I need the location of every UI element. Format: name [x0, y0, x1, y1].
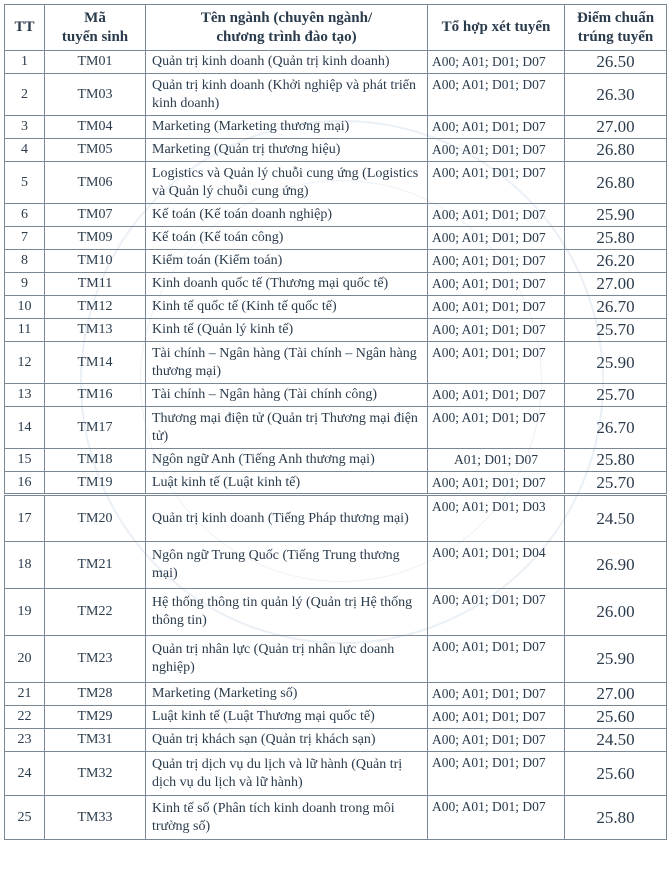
table-row	[5, 729, 667, 752]
row-program: Marketing (Marketing thương mại)	[146, 116, 428, 139]
row-combo: A00; A01; D01; D07	[428, 51, 565, 74]
row-code: TM10	[45, 250, 146, 273]
row-code: TM16	[45, 384, 146, 407]
row-score: 25.70	[565, 384, 667, 407]
row-tt: 4	[5, 139, 45, 162]
row-combo: A00; A01; D01; D07	[428, 162, 565, 204]
row-combo: A00; A01; D01; D03	[428, 495, 565, 542]
row-code: TM21	[45, 542, 146, 589]
row-program: Quản trị kinh doanh (Tiếng Pháp thương mại)	[146, 495, 428, 542]
row-score: 25.90	[565, 342, 667, 384]
row-code: TM05	[45, 139, 146, 162]
admission-scores-table	[4, 4, 667, 840]
table-row	[5, 449, 667, 472]
row-program: Tài chính – Ngân hàng (Tài chính – Ngân hàng thương mại)	[146, 342, 428, 384]
row-program: Tài chính – Ngân hàng (Tài chính công)	[146, 384, 428, 407]
table-row	[5, 74, 667, 116]
row-program: Kế toán (Kế toán công)	[146, 227, 428, 250]
row-tt: 11	[5, 319, 45, 342]
row-program: Luật kinh tế (Luật Thương mại quốc tế)	[146, 706, 428, 729]
row-tt: 3	[5, 116, 45, 139]
row-code: TM09	[45, 227, 146, 250]
row-code: TM12	[45, 296, 146, 319]
row-program: Quản trị kinh doanh (Quản trị kinh doanh)	[146, 51, 428, 74]
row-score: 26.30	[565, 74, 667, 116]
row-combo: A00; A01; D01; D07	[428, 342, 565, 384]
row-program: Kinh doanh quốc tế (Thương mại quốc tế)	[146, 273, 428, 296]
table-row	[5, 204, 667, 227]
row-code: TM17	[45, 407, 146, 449]
table-row	[5, 116, 667, 139]
row-combo: A00; A01; D01; D07	[428, 227, 565, 250]
row-tt: 9	[5, 273, 45, 296]
table-row	[5, 542, 667, 589]
row-tt: 13	[5, 384, 45, 407]
row-combo: A00; A01; D01; D04	[428, 542, 565, 589]
row-tt: 18	[5, 542, 45, 589]
row-score: 26.70	[565, 407, 667, 449]
row-code: TM03	[45, 74, 146, 116]
row-code: TM23	[45, 636, 146, 683]
table-row	[5, 319, 667, 342]
row-combo: A00; A01; D01; D07	[428, 589, 565, 636]
table-row	[5, 139, 667, 162]
row-combo: A00; A01; D01; D07	[428, 472, 565, 495]
table-row	[5, 162, 667, 204]
table-row	[5, 227, 667, 250]
row-score: 26.80	[565, 162, 667, 204]
header-row	[5, 5, 667, 51]
table-row	[5, 796, 667, 840]
row-program: Kinh tế số (Phân tích kinh doanh trong môi trường số)	[146, 796, 428, 840]
row-tt: 2	[5, 74, 45, 116]
row-combo: A00; A01; D01; D07	[428, 636, 565, 683]
row-tt: 7	[5, 227, 45, 250]
row-program: Kế toán (Kế toán doanh nghiệp)	[146, 204, 428, 227]
row-code: TM06	[45, 162, 146, 204]
row-combo: A00; A01; D01; D07	[428, 407, 565, 449]
header-score: Điểm chuẩn trúng tuyển	[565, 5, 667, 51]
row-code: TM01	[45, 51, 146, 74]
row-code: TM18	[45, 449, 146, 472]
row-score: 27.00	[565, 273, 667, 296]
row-combo: A00; A01; D01; D07	[428, 796, 565, 840]
row-combo: A00; A01; D01; D07	[428, 729, 565, 752]
table-row	[5, 273, 667, 296]
row-code: TM31	[45, 729, 146, 752]
row-score: 25.90	[565, 204, 667, 227]
row-program: Quản trị dịch vụ du lịch và lữ hành (Quản trị dịch vụ du lịch và lữ hành)	[146, 752, 428, 796]
header-code: Mã tuyển sinh	[45, 5, 146, 51]
row-program: Kinh tế (Quản lý kinh tế)	[146, 319, 428, 342]
row-code: TM04	[45, 116, 146, 139]
row-code: TM14	[45, 342, 146, 384]
table-row	[5, 683, 667, 706]
row-score: 26.80	[565, 139, 667, 162]
row-program: Quản trị kinh doanh (Khởi nghiệp và phát triển kinh doanh)	[146, 74, 428, 116]
row-code: TM20	[45, 495, 146, 542]
table-row	[5, 342, 667, 384]
row-score: 25.60	[565, 752, 667, 796]
row-tt: 16	[5, 472, 45, 495]
row-combo: A00; A01; D01; D07	[428, 204, 565, 227]
row-combo: A00; A01; D01; D07	[428, 273, 565, 296]
row-combo: A00; A01; D01; D07	[428, 706, 565, 729]
row-program: Logistics và Quản lý chuỗi cung ứng (Logistics và Quản lý chuỗi cung ứng)	[146, 162, 428, 204]
row-combo: A00; A01; D01; D07	[428, 296, 565, 319]
row-tt: 25	[5, 796, 45, 840]
row-code: TM11	[45, 273, 146, 296]
row-program: Quản trị khách sạn (Quản trị khách sạn)	[146, 729, 428, 752]
table-row	[5, 51, 667, 74]
row-combo: A00; A01; D01; D07	[428, 74, 565, 116]
row-tt: 24	[5, 752, 45, 796]
row-program: Marketing (Quản trị thương hiệu)	[146, 139, 428, 162]
row-score: 25.90	[565, 636, 667, 683]
row-program: Ngôn ngữ Anh (Tiếng Anh thương mại)	[146, 449, 428, 472]
row-program: Thương mại điện tử (Quản trị Thương mại điện tử)	[146, 407, 428, 449]
row-code: TM33	[45, 796, 146, 840]
table-row	[5, 636, 667, 683]
row-score: 25.70	[565, 472, 667, 495]
table-row	[5, 296, 667, 319]
row-combo: A00; A01; D01; D07	[428, 683, 565, 706]
row-tt: 20	[5, 636, 45, 683]
row-tt: 10	[5, 296, 45, 319]
row-score: 26.20	[565, 250, 667, 273]
row-tt: 15	[5, 449, 45, 472]
row-code: TM22	[45, 589, 146, 636]
table-row	[5, 384, 667, 407]
row-combo: A00; A01; D01; D07	[428, 384, 565, 407]
row-code: TM29	[45, 706, 146, 729]
table-row	[5, 706, 667, 729]
row-score: 26.00	[565, 589, 667, 636]
row-code: TM13	[45, 319, 146, 342]
row-program: Marketing (Marketing số)	[146, 683, 428, 706]
header-combo: Tổ hợp xét tuyển	[428, 5, 565, 51]
table-row	[5, 495, 667, 542]
row-combo: A00; A01; D01; D07	[428, 752, 565, 796]
row-program: Quản trị nhân lực (Quản trị nhân lực doanh nghiệp)	[146, 636, 428, 683]
row-tt: 12	[5, 342, 45, 384]
row-tt: 23	[5, 729, 45, 752]
row-tt: 21	[5, 683, 45, 706]
row-score: 26.70	[565, 296, 667, 319]
row-score: 25.70	[565, 319, 667, 342]
row-combo: A01; D01; D07	[428, 449, 565, 472]
row-combo: A00; A01; D01; D07	[428, 319, 565, 342]
table-row	[5, 250, 667, 273]
row-program: Kinh tế quốc tế (Kinh tế quốc tế)	[146, 296, 428, 319]
row-score: 26.90	[565, 542, 667, 589]
row-score: 27.00	[565, 683, 667, 706]
row-tt: 1	[5, 51, 45, 74]
row-code: TM07	[45, 204, 146, 227]
row-program: Kiểm toán (Kiểm toán)	[146, 250, 428, 273]
table-row	[5, 472, 667, 495]
row-score: 24.50	[565, 729, 667, 752]
row-score: 25.80	[565, 796, 667, 840]
row-tt: 5	[5, 162, 45, 204]
row-combo: A00; A01; D01; D07	[428, 250, 565, 273]
row-program: Hệ thống thông tin quản lý (Quản trị Hệ thống thông tin)	[146, 589, 428, 636]
row-tt: 14	[5, 407, 45, 449]
table-row	[5, 752, 667, 796]
row-score: 27.00	[565, 116, 667, 139]
row-program: Luật kinh tế (Luật kinh tế)	[146, 472, 428, 495]
row-tt: 22	[5, 706, 45, 729]
row-combo: A00; A01; D01; D07	[428, 139, 565, 162]
row-tt: 6	[5, 204, 45, 227]
row-code: TM32	[45, 752, 146, 796]
row-tt: 17	[5, 495, 45, 542]
header-tt: TT	[5, 5, 45, 51]
table-row	[5, 407, 667, 449]
row-combo: A00; A01; D01; D07	[428, 116, 565, 139]
table-row	[5, 589, 667, 636]
row-score: 26.50	[565, 51, 667, 74]
row-code: TM28	[45, 683, 146, 706]
row-score: 25.80	[565, 449, 667, 472]
row-program: Ngôn ngữ Trung Quốc (Tiếng Trung thương mại)	[146, 542, 428, 589]
row-code: TM19	[45, 472, 146, 495]
row-tt: 19	[5, 589, 45, 636]
row-tt: 8	[5, 250, 45, 273]
row-score: 25.80	[565, 227, 667, 250]
row-score: 24.50	[565, 495, 667, 542]
row-score: 25.60	[565, 706, 667, 729]
header-program: Tên ngành (chuyên ngành/ chương trình đào tạo)	[146, 5, 428, 51]
